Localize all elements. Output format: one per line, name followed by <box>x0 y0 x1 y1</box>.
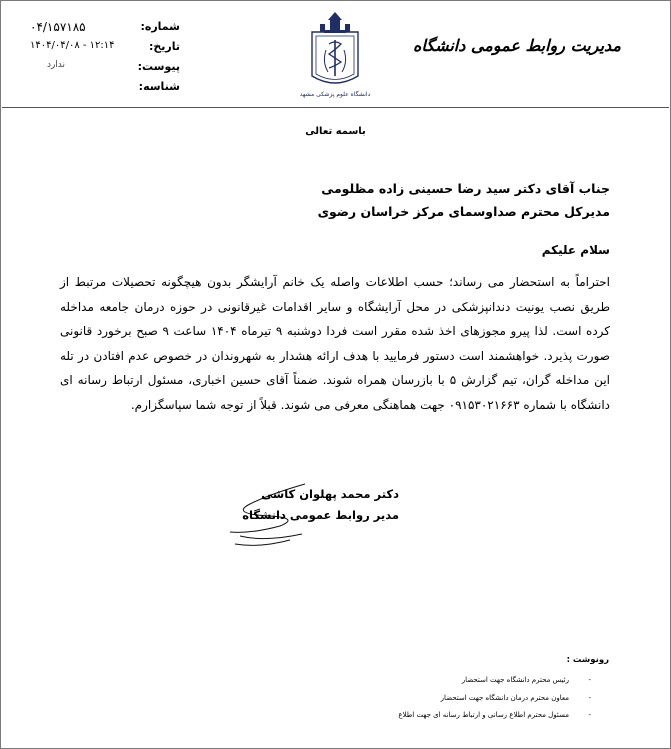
date-label: تاریخ: <box>148 40 180 53</box>
logo-caption: دانشگاه علوم پزشکی مشهد <box>299 91 371 98</box>
letter-header <box>0 0 671 108</box>
signature-block <box>242 484 399 526</box>
attachment-label: پیوست: <box>137 60 180 73</box>
signer-name: دکتر محمد پهلوان کاشی <box>261 487 399 501</box>
cc-item: - رئیس محترم دانشگاه جهت استحضار <box>461 676 591 684</box>
bismillah: باسمه تعالی <box>305 126 366 137</box>
id-label: شناسه: <box>138 80 180 93</box>
meta-attachment <box>30 60 180 80</box>
meta-date <box>30 40 180 60</box>
header-divider <box>2 107 669 108</box>
number-value: ۰۴/۱۵۷۱۸۵ <box>30 20 86 34</box>
university-emblem-icon <box>298 10 372 100</box>
signer-title: مدیر روابط عمومی دانشگاه <box>242 508 399 522</box>
letter-body: احتراماً به استحضار می رساند؛ حسب اطلاعات واصله یک خانم آرایشگر بدون هیچگونه تحصیلات مرتبط از طریق نصب یونیت دندانپزشکی در محل آرایشگاه و سایر اقدامات غیرقانونی در حوزه درمان جامعه مداخله کرده است. لذا پیرو مجوزهای اخذ شده مقرر است فردا دوشنبه ۹ تیرماه ۱۴۰۴ ساعت ۹ صبح برخورد قانونی صورت پذیرد. خواهشمند است دستور فرمایید با هدف ارائه هشدار به شهروندان در خصوص عدم افتادن در تله این مداخله گران، تیم گزارش ۵ با بازرسان همراه شوند. ضمناً آقای حسین اخباری، مسئول ارتباط رسانه ای دانشگاه با شماره ۰۹۱۵۳۰۲۱۶۶۳ جهت هماهنگی معرفی می شوند. قبلاً از توجه شما سپاسگزارم. <box>60 275 610 412</box>
attachment-value: ندارد <box>46 60 66 70</box>
number-label: شماره: <box>140 20 180 33</box>
meta-number <box>30 20 180 40</box>
cc-item: - مسئول محترم اطلاع رسانی و ارتباط رسانه ای جهت اطلاع <box>398 711 591 719</box>
meta-id <box>30 80 180 100</box>
greeting: سلام علیکم <box>541 243 610 257</box>
addressee-name: جناب آقای دکتر سید رضا حسینی زاده مظلومی <box>321 181 610 196</box>
date-value: ۱۴۰۴/۰۴/۰۸ - ۱۲:۱۴ <box>30 40 115 51</box>
cc-list <box>398 672 591 725</box>
department-title: مدیریت روابط عمومی دانشگاه <box>412 36 621 55</box>
letter-meta <box>30 20 180 100</box>
addressee-title: مدیرکل محترم صداوسمای مرکز خراسان رضوی <box>317 204 610 219</box>
addressee <box>318 177 610 223</box>
cc-title: رونوشت : <box>566 655 609 665</box>
cc-item: - معاون محترم درمان دانشگاه جهت استحضار <box>440 693 591 702</box>
